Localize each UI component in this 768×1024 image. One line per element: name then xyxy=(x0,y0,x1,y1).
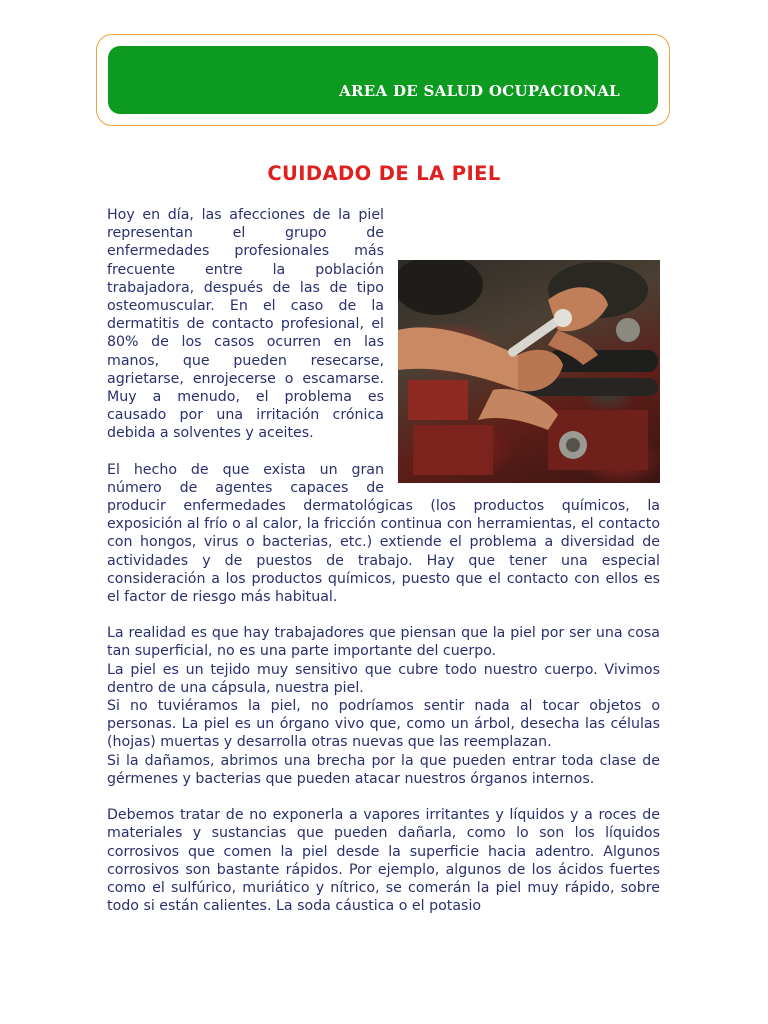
paragraph-1 xyxy=(107,206,660,443)
page-title: CUIDADO DE LA PIEL xyxy=(267,162,501,185)
header-title: AREA DE SALUD OCUPACIONAL xyxy=(339,82,620,100)
header-frame xyxy=(96,34,670,126)
paragraph-2: El hecho de que exista un gran número de agentes capaces de producir enfermedades dermatológicas (los productos químicos, la exposición al frío o al calor, la fricción continua con herramientas, el contacto con hongos, virus o bacterias, etc.) extiende el problema a diversidad de actividades y de puestos de trabajo. Hay que tener una especial consideración a los productos químicos, puesto que el contacto con ellos es el factor de riesgo más habitual. xyxy=(107,461,660,606)
article-body xyxy=(107,206,660,915)
spacer xyxy=(107,788,660,806)
engine-repair-photo xyxy=(398,260,660,483)
paragraph-3: La realidad es que hay trabajadores que piensan que la piel por ser una cosa tan superficial, no es una parte importante del cuerpo. xyxy=(107,625,660,660)
paragraph-7: Debemos tratar de no exponerla a vapores irritantes y líquidos y a roces de materiales y sustancias que pueden dañarla, como lo son los líquidos corrosivos que comen la piel desde la superficie hacia adentro. Algunos corrosivos son bastante rápidos. Por ejemplo, algunos de los ácidos fuertes como el sulfúrico, muriático y nítrico, se comerán la piel muy rápido, sobre todo si están calientes. La soda cáustica o el potasio xyxy=(107,807,660,915)
spacer xyxy=(107,606,660,624)
paragraph-1-text: Hoy en día, las afecciones de la piel representan el grupo de enfermedades profesionales más frecuente entre la población trabajadora, después de las de tipo osteomuscular. En el caso de la dermatitis de contacto profesional, el 80% de los casos ocurren en las manos, que pueden resecarse, agrietarse, enrojecerse o escamarse. Muy a menudo, el problema es causado por una irritación crónica debida a solventes y aceites. xyxy=(107,207,384,442)
paragraph-4: La piel es un tejido muy sensitivo que cubre todo nuestro cuerpo. Vivimos dentro de una cápsula, nuestra piel. xyxy=(107,661,660,696)
paragraph-6: Si la dañamos, abrimos una brecha por la que pueden entrar toda clase de gérmenes y bacterias que pueden atacar nuestros órganos internos. xyxy=(107,752,660,787)
header-bar xyxy=(108,46,658,114)
photo-illustration xyxy=(398,260,660,483)
paragraph-5: Si no tuviéramos la piel, no podríamos sentir nada al tocar objetos o personas. La piel es un órgano vivo que, como un árbol, desecha las células (hojas) muertas y desarrolla otras nuevas que las reemplazan. xyxy=(107,698,660,751)
